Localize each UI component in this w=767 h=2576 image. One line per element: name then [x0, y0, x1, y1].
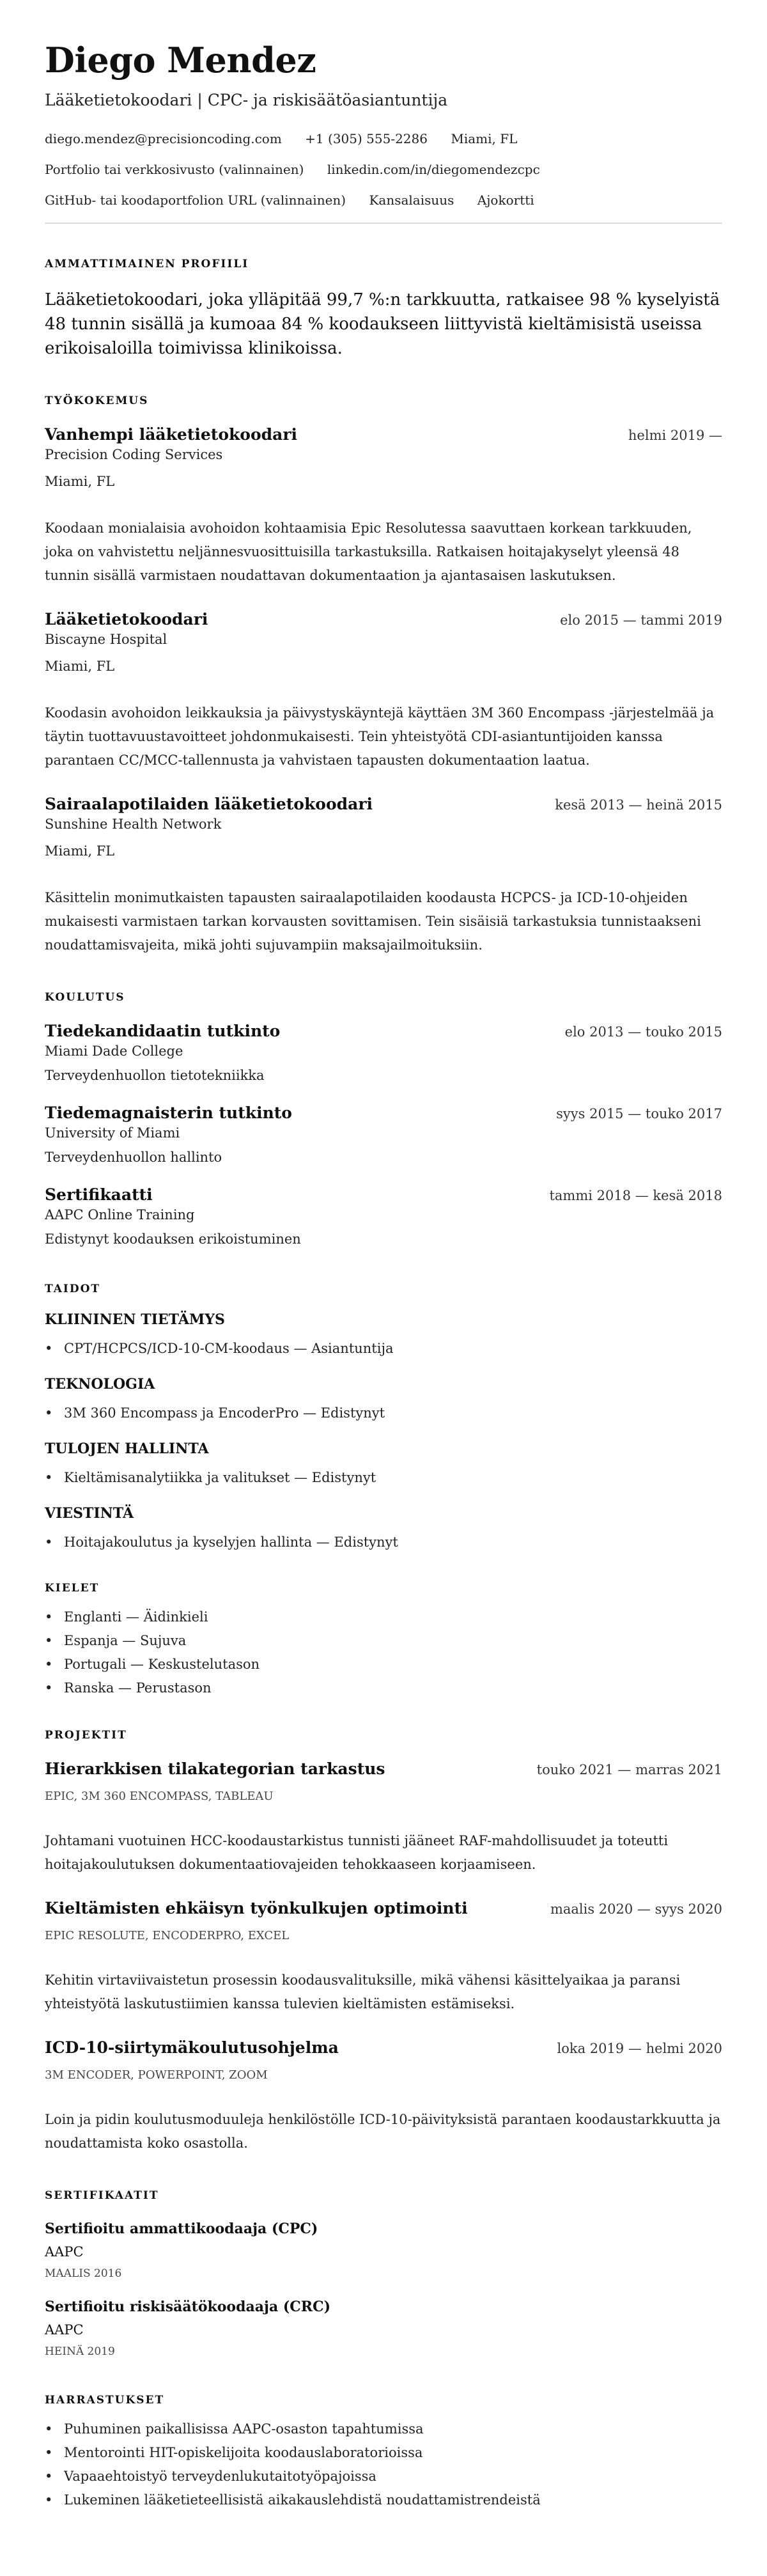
project-tags: EPIC, 3M 360 ENCOMPASS, TABLEAU [45, 1790, 274, 1803]
section-title: TYÖKOKEMUS [45, 394, 149, 407]
interests-section [45, 2393, 722, 2512]
degree: Sertifikaatti [45, 1185, 153, 1204]
certification-name: Sertifioitu ammattikoodaaja (CPC) [45, 2221, 318, 2237]
job-company: Biscayne Hospital [45, 632, 167, 647]
education-entry [45, 1021, 722, 1085]
project-title: ICD-10-siirtymäkoulutusohjelma [45, 2038, 339, 2057]
job-date: elo 2015 — tammi 2019 [560, 613, 722, 628]
certification-name: Sertifioitu riskisäätökoodaaja (CRC) [45, 2299, 330, 2315]
projects-section [45, 1728, 722, 2155]
contact-line [45, 192, 722, 208]
interest-item: • Vapaaehtoistyö terveydenlukutaitotyöpajoissa [45, 2465, 722, 2488]
certification-org: AAPC [45, 2322, 84, 2338]
project-date: touko 2021 — marras 2021 [536, 1762, 722, 1777]
section-title: AMMATTIMAINEN PROFIILI [45, 258, 249, 270]
citizenship: Kansalaisuus [369, 192, 454, 208]
job-date: kesä 2013 — heinä 2015 [555, 797, 722, 813]
interest-item: • Puhuminen paikallisissa AAPC-osaston tapahtumissa [45, 2417, 722, 2441]
skill-item: • 3M 360 Encompass ja EncoderPro — Edistynyt [45, 1401, 722, 1425]
certification-entry [45, 2297, 722, 2360]
phone: +1 (305) 555-2286 [305, 131, 428, 146]
project-tags: 3M ENCODER, POWERPOINT, ZOOM [45, 2068, 268, 2082]
certifications-section [45, 2189, 722, 2360]
section-title: TAIDOT [45, 1283, 101, 1295]
field-of-study: Terveydenhuollon tietotekniikka [45, 1068, 265, 1083]
section-title: SERTIFIKAATIT [45, 2189, 159, 2202]
job-location: Miami, FL [45, 474, 115, 489]
project-description: Loin ja pidin koulutusmoduuleja henkilöstölle ICD-10-päivityksistä parantaen koodaustarkkuutta ja noudattamista koko osastolla. [45, 2112, 721, 2151]
school: AAPC Online Training [45, 1207, 195, 1222]
field-of-study: Edistynyt koodauksen erikoistuminen [45, 1231, 301, 1247]
location: Miami, FL [451, 131, 518, 146]
job-company: Sunshine Health Network [45, 816, 222, 832]
languages-section [45, 1581, 722, 1700]
job-entry [45, 609, 722, 772]
skill-item: • Hoitajakoulutus ja kyselyjen hallinta — Edistynyt [45, 1531, 722, 1554]
project-title: Kieltämisten ehkäisyn työnkulkujen optimointi [45, 1899, 468, 1917]
job-description: Koodasin avohoidon leikkauksia ja päivystyskäyntejä käyttäen 3M 360 Encompass -järjestelmää ja täytin tuottavuustavoitteet johdonmukaisesti. Tein yhteistyötä CDI-asiantuntijoiden kanssa parantaen CC/MCC-tallennusta ja vahvistaen tapausten dokumentaation laatua. [45, 705, 715, 768]
job-title: Vanhempi lääketietokoodari [45, 425, 298, 444]
section-title: KOULUTUS [45, 991, 125, 1004]
contact-info [45, 130, 722, 208]
skill-category: TEKNOLOGIA [45, 1376, 155, 1393]
degree: Tiedekandidaatin tutkinto [45, 1022, 281, 1040]
skill-category: TULOJEN HALLINTA [45, 1440, 209, 1457]
skill-category: KLIININEN TIETÄMYS [45, 1311, 225, 1328]
project-title: Hierarkkisen tilakategorian tarkastus [45, 1760, 385, 1778]
skill-category: VIESTINTÄ [45, 1505, 134, 1522]
skill-item: • CPT/HCPCS/ICD-10-CM-koodaus — Asiantuntija [45, 1337, 722, 1361]
project-date: maalis 2020 — syys 2020 [550, 1901, 722, 1917]
job-entry [45, 425, 722, 588]
education-date: tammi 2018 — kesä 2018 [549, 1188, 722, 1203]
project-description: Kehitin virtaviivaistetun prosessin koodausvalituksille, mikä vähensi käsittelyaikaa ja paransi yhteistyötä laskutustiimien kanssa tulevien kieltämisten estämiseksi. [45, 1972, 681, 2011]
interest-item: • Lukeminen lääketieteellisistä aikakauslehdistä noudattamistrendeistä [45, 2488, 722, 2512]
linkedin-link[interactable]: linkedin.com/in/diegomendezcpc [327, 162, 540, 177]
project-date: loka 2019 — helmi 2020 [557, 2041, 722, 2056]
certification-entry [45, 2219, 722, 2282]
job-date: helmi 2019 — [628, 428, 722, 443]
education-entry [45, 1185, 722, 1249]
skills-section [45, 1282, 722, 1554]
project-entry [45, 2038, 722, 2155]
certification-org: AAPC [45, 2244, 84, 2260]
email-link[interactable]: diego.mendez@precisioncoding.com [45, 131, 282, 146]
contact-line [45, 161, 722, 178]
candidate-subtitle: Lääketietokoodari | CPC- ja riskisäätöasiantuntija [45, 91, 448, 109]
drivers-license: Ajokortti [477, 192, 534, 208]
field-of-study: Terveydenhuollon hallinto [45, 1150, 222, 1165]
job-location: Miami, FL [45, 843, 115, 859]
contact-line [45, 130, 722, 147]
certification-date: MAALIS 2016 [45, 2267, 122, 2280]
language-item: • Englanti — Äidinkieli [45, 1605, 722, 1629]
section-title: HARRASTUKSET [45, 2394, 165, 2407]
github-link[interactable]: GitHub- tai koodaportfolion URL (valinnainen) [45, 192, 346, 208]
language-item: • Espanja — Sujuva [45, 1629, 722, 1653]
project-entry [45, 1898, 722, 2016]
language-item: • Ranska — Perustason [45, 1676, 722, 1700]
project-entry [45, 1759, 722, 1877]
language-item: • Portugali — Keskustelutason [45, 1653, 722, 1676]
header-divider [45, 222, 722, 224]
education-section [45, 990, 722, 1249]
interest-item: • Mentorointi HIT-opiskelijoita koodauslaboratorioissa [45, 2441, 722, 2465]
certification-date: HEINÄ 2019 [45, 2345, 115, 2358]
job-description: Koodaan monialaisia avohoidon kohtaamisia Epic Resolutessa saavuttaen korkean tarkkuuden, joka on vahvistettu neljännesvuosittuisilla tarkastuksilla. Ratkaisen hoitajakyselyt yleensä 48 tunnin sisällä varmistaen noudattavan dokumentaation ja ajantasaisen laskutuksen. [45, 520, 692, 583]
job-title: Lääketietokoodari [45, 610, 208, 628]
job-entry [45, 794, 722, 957]
section-title: KIELET [45, 1582, 100, 1595]
project-tags: EPIC RESOLUTE, ENCODERPRO, EXCEL [45, 1929, 290, 1942]
experience-section [45, 394, 722, 957]
school: University of Miami [45, 1125, 180, 1141]
job-company: Precision Coding Services [45, 447, 223, 462]
skill-item: • Kieltämisanalytiikka ja valitukset — Edistynyt [45, 1466, 722, 1490]
job-location: Miami, FL [45, 659, 115, 674]
degree: Tiedemagnaisterin tutkinto [45, 1104, 292, 1122]
profile-text: Lääketietokoodari, joka ylläpitää 99,7 %:n tarkkuutta, ratkaisee 98 % kyselyistä 48 tunnin sisällä ja kumoaa 84 % koodaukseen liittyvistä kieltämisistä useissa erikoisaloilla toimivissa klinikoissa. [45, 290, 720, 358]
school: Miami Dade College [45, 1043, 183, 1059]
education-date: syys 2015 — touko 2017 [556, 1106, 722, 1121]
section-title: PROJEKTIT [45, 1729, 127, 1742]
portfolio-link[interactable]: Portfolio tai verkkosivusto (valinnainen) [45, 162, 304, 177]
job-description: Käsittelin monimutkaisten tapausten sairaalapotilaiden koodausta HCPCS- ja ICD-10-ohjeiden mukaisesti varmistaen tarkan korvausten sovittamisen. Tein sisäisiä tarkastuksia tunnistaakseni noudattamisvajeita, mikä johti sujuvampiin maksajailmoituksiin. [45, 890, 701, 953]
education-entry [45, 1103, 722, 1167]
project-description: Johtamani vuotuinen HCC-koodaustarkistus tunnisti jääneet RAF-mahdollisuudet ja toteutti hoitajakoulutuksen dokumentaatiovajeiden tehokkaaseen korjaamiseen. [45, 1833, 669, 1872]
education-date: elo 2013 — touko 2015 [564, 1024, 722, 1040]
profile-section [45, 257, 722, 361]
candidate-name: Diego Mendez [45, 40, 316, 81]
job-title: Sairaalapotilaiden lääketietokoodari [45, 795, 373, 813]
